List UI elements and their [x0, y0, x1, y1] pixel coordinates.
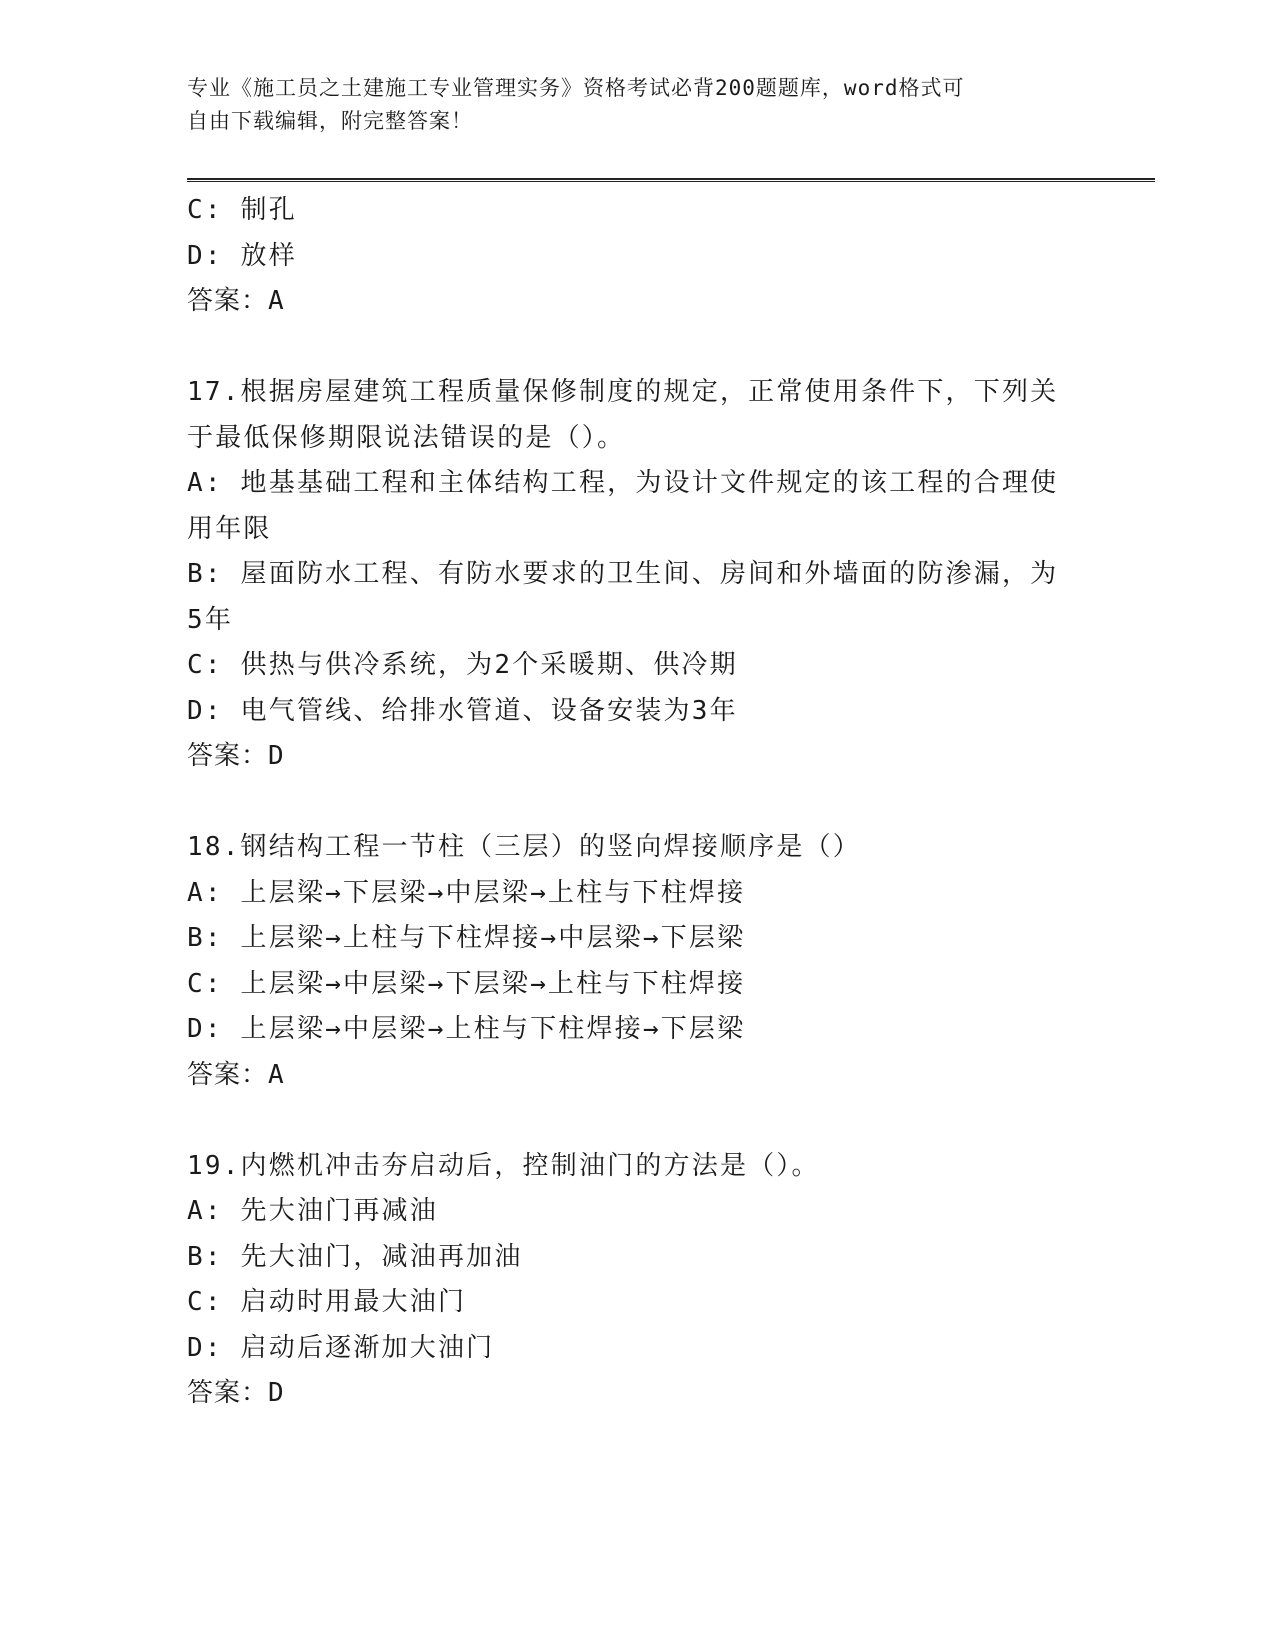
spacer [187, 780, 1087, 826]
question-list [187, 188, 1087, 1417]
question-stem-continued: 于最低保修期限说法错误的是（）。 [187, 422, 626, 453]
option-d: D: 启动后逐渐加大油门 [187, 1332, 495, 1363]
option-a: A: 上层梁→下层梁→中层梁→上柱与下柱焊接 [187, 877, 746, 908]
option-b: B: 先大油门，减油再加油 [187, 1241, 523, 1272]
option-b-continued: 5年 [187, 604, 234, 635]
question-stem: 17.根据房屋建筑工程质量保修制度的规定，正常使用条件下，下列关 [187, 377, 1059, 407]
answer: 答案：A [187, 286, 285, 316]
option-c: C: 启动时用最大油门 [187, 1287, 467, 1317]
question-16-tail [187, 188, 1087, 325]
answer: 答案：D [187, 741, 285, 771]
option-d: D: 放样 [187, 240, 297, 271]
header-title-line-2: 自由下载编辑，附完整答案！ [187, 109, 473, 133]
option-a-continued: 用年限 [187, 513, 272, 544]
page-header [187, 72, 1087, 138]
answer: 答案：A [187, 1059, 285, 1090]
option-a: A: 地基基础工程和主体结构工程，为设计文件规定的该工程的合理使 [187, 468, 1059, 498]
question-stem: 18.钢结构工程一节柱（三层）的竖向焊接顺序是（） [187, 832, 861, 862]
option-c: C: 上层梁→中层梁→下层梁→上柱与下柱焊接 [187, 968, 746, 999]
header-divider [187, 178, 1155, 182]
question-stem: 19.内燃机冲击夯启动后，控制油门的方法是（）。 [187, 1150, 820, 1181]
option-c: C: 供热与供冷系统，为2个采暖期、供冷期 [187, 650, 738, 680]
option-b: B: 屋面防水工程、有防水要求的卫生间、房间和外墙面的防渗漏，为 [187, 559, 1059, 589]
spacer [187, 1098, 1087, 1144]
answer: 答案：D [187, 1378, 285, 1408]
question-18 [187, 825, 1087, 1098]
spacer [187, 325, 1087, 371]
question-19 [187, 1144, 1087, 1417]
option-d: D: 上层梁→中层梁→上柱与下柱焊接→下层梁 [187, 1014, 746, 1044]
option-d: D: 电气管线、给排水管道、设备安装为3年 [187, 695, 738, 726]
option-a: A: 先大油门再减油 [187, 1196, 438, 1226]
option-b: B: 上层梁→上柱与下柱焊接→中层梁→下层梁 [187, 923, 746, 953]
header-title-line-1: 专业《施工员之土建施工专业管理实务》资格考试必背200题题库，word格式可 [187, 76, 965, 100]
question-17 [187, 370, 1087, 780]
option-c: C: 制孔 [187, 195, 297, 225]
